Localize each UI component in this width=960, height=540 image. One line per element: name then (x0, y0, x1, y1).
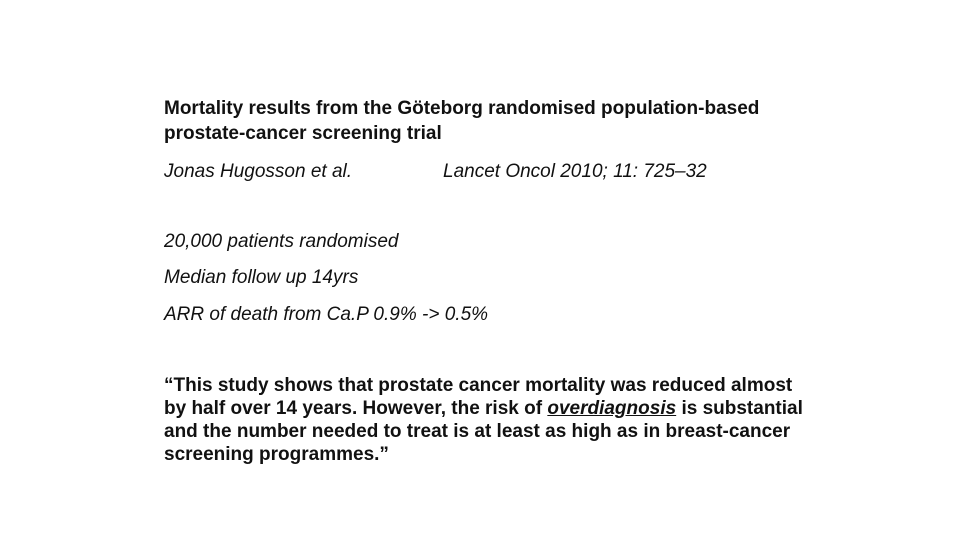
study-title: Mortality results from the Göteborg randomised population-based prostate-cancer screening trial (164, 98, 760, 144)
author-name: Jonas Hugosson et al. (164, 161, 353, 182)
quote-part-1: “This study shows that prostate cancer mortality was reduced almost by half over 14 years. However, the risk of (164, 375, 793, 419)
citation-line (164, 159, 804, 185)
fact-patients: 20,000 patients randomised (164, 231, 399, 252)
fact-follow-up: Median follow up 14yrs (164, 267, 359, 288)
study-quote (164, 374, 804, 466)
journal-reference: Lancet Oncol 2010; 11: 725–32 (443, 161, 707, 182)
quote-emphasis: overdiagnosis (547, 398, 677, 419)
quote-part-2: is substantial and the number needed to treat is at least as high as in breast-cancer screening programmes.” (164, 398, 803, 465)
fact-arr: ARR of death from Ca.P 0.9% -> 0.5% (164, 304, 489, 325)
